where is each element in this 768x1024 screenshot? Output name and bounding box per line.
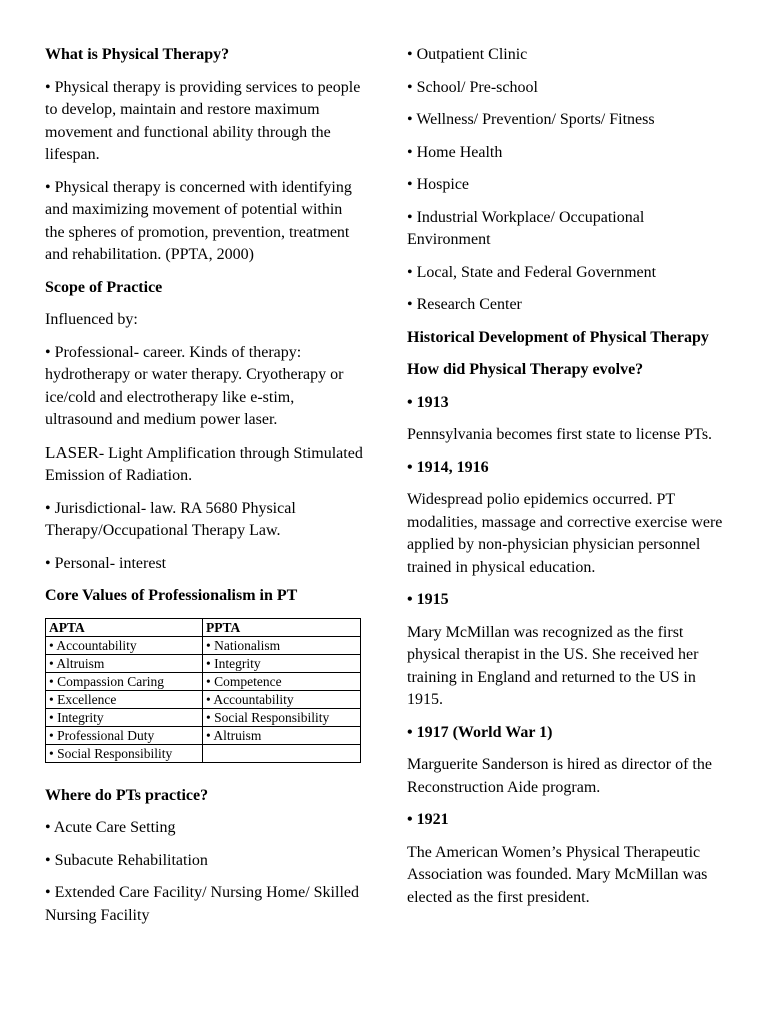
jurisdictional-paragraph: • Jurisdictional- law. RA 5680 Physical Therapy/Occupational Therapy Law.: [45, 499, 296, 539]
table-cell: • Accountability: [46, 636, 203, 654]
laser-paragraph: [45, 442, 363, 488]
influenced-by-text: Influenced by:: [45, 311, 138, 328]
table-cell: • Compassion Caring: [46, 672, 203, 690]
table-cell: • Nationalism: [203, 636, 361, 654]
list-item: • Outpatient Clinic: [407, 46, 528, 63]
list-item: • Acute Care Setting: [45, 819, 176, 836]
historical-development-heading: Historical Development of Physical Therapy: [407, 328, 709, 346]
table-row: [46, 726, 361, 744]
table-row: [46, 672, 361, 690]
list-item: • Subacute Rehabilitation: [45, 851, 208, 869]
list-item: • Home Health: [407, 143, 503, 161]
left-column: [45, 44, 363, 937]
list-item: • Industrial Workplace/ Occupational Environment: [407, 208, 645, 248]
table-row: [46, 690, 361, 708]
table-row: [46, 636, 361, 654]
table-cell: • Accountability: [203, 690, 361, 708]
table-row: [46, 654, 361, 672]
where-practice-heading: Where do PTs practice?: [45, 786, 209, 804]
table-cell: • Social Responsibility: [46, 744, 203, 762]
what-is-pt-heading: What is Physical Therapy?: [45, 46, 230, 63]
table-row: [46, 744, 361, 762]
evolve-heading: How did Physical Therapy evolve?: [407, 361, 644, 378]
table-cell: • Integrity: [203, 654, 361, 672]
list-item: • Local, State and Federal Government: [407, 263, 657, 281]
table-cell: • Excellence: [46, 690, 203, 708]
timeline-text: Marguerite Sanderson is hired as director of the Reconstruction Aide program.: [407, 756, 712, 796]
personal-paragraph: • Personal- interest: [45, 554, 167, 572]
timeline-year: • 1917 (World War 1): [407, 723, 553, 741]
timeline-year: • 1915: [407, 591, 449, 608]
table-cell: • Competence: [203, 672, 361, 690]
timeline-text: Pennsylvania becomes first state to license PTs.: [407, 426, 713, 443]
scope-of-practice-heading: Scope of Practice: [45, 278, 163, 296]
laser-term: LASER: [45, 442, 99, 462]
table-cell: [203, 744, 361, 762]
timeline-year: • 1913: [407, 393, 449, 411]
table-header-ppta: PPTA: [203, 618, 361, 636]
table-cell: • Altruism: [203, 726, 361, 744]
list-item: • School/ Pre-school: [407, 78, 538, 96]
table-cell: • Integrity: [46, 708, 203, 726]
timeline-text: Widespread polio epidemics occurred. PT modalities, massage and corrective exercise were applied by non-physician physician personnel trained in physical education.: [407, 491, 723, 576]
professional-paragraph: • Professional- career. Kinds of therapy: hydrotherapy or water therapy. Cryotherapy or ice/cold and electrotherapy like e-stim, ultrasound and medium power laser.: [45, 343, 344, 428]
laser-definition: - Light Amplification through Stimulated Emission of Radiation.: [45, 444, 363, 484]
table-row: [46, 708, 361, 726]
table-cell: • Altruism: [46, 654, 203, 672]
core-values-table: [45, 618, 361, 763]
list-item: • Extended Care Facility/ Nursing Home/ Skilled Nursing Facility: [45, 884, 359, 924]
list-item: • Research Center: [407, 296, 522, 313]
list-item: • Hospice: [407, 176, 470, 193]
definition-paragraph-1: • Physical therapy is providing services to people to develop, maintain and restore maximum movement and functional ability through the lifespan.: [45, 78, 361, 163]
definition-paragraph-2: • Physical therapy is concerned with identifying and maximizing movement of potential within the spheres of promotion, prevention, treatment and rehabilitation. (PPTA, 2000): [45, 178, 352, 263]
list-item: • Wellness/ Prevention/ Sports/ Fitness: [407, 111, 655, 128]
timeline-text: The American Women’s Physical Therapeutic Association was founded. Mary McMillan was elected as the first president.: [407, 843, 708, 906]
table-cell: • Social Responsibility: [203, 708, 361, 726]
right-column: [407, 44, 727, 919]
table-header-row: [46, 618, 361, 636]
timeline-year: • 1921: [407, 811, 449, 828]
table-cell: • Professional Duty: [46, 726, 203, 744]
table-header-apta: APTA: [46, 618, 203, 636]
core-values-heading: Core Values of Professionalism in PT: [45, 587, 298, 604]
timeline-year: • 1914, 1916: [407, 458, 489, 476]
timeline-text: Mary McMillan was recognized as the first physical therapist in the US. She received her training in England and returned to the US in 1915.: [407, 623, 699, 708]
